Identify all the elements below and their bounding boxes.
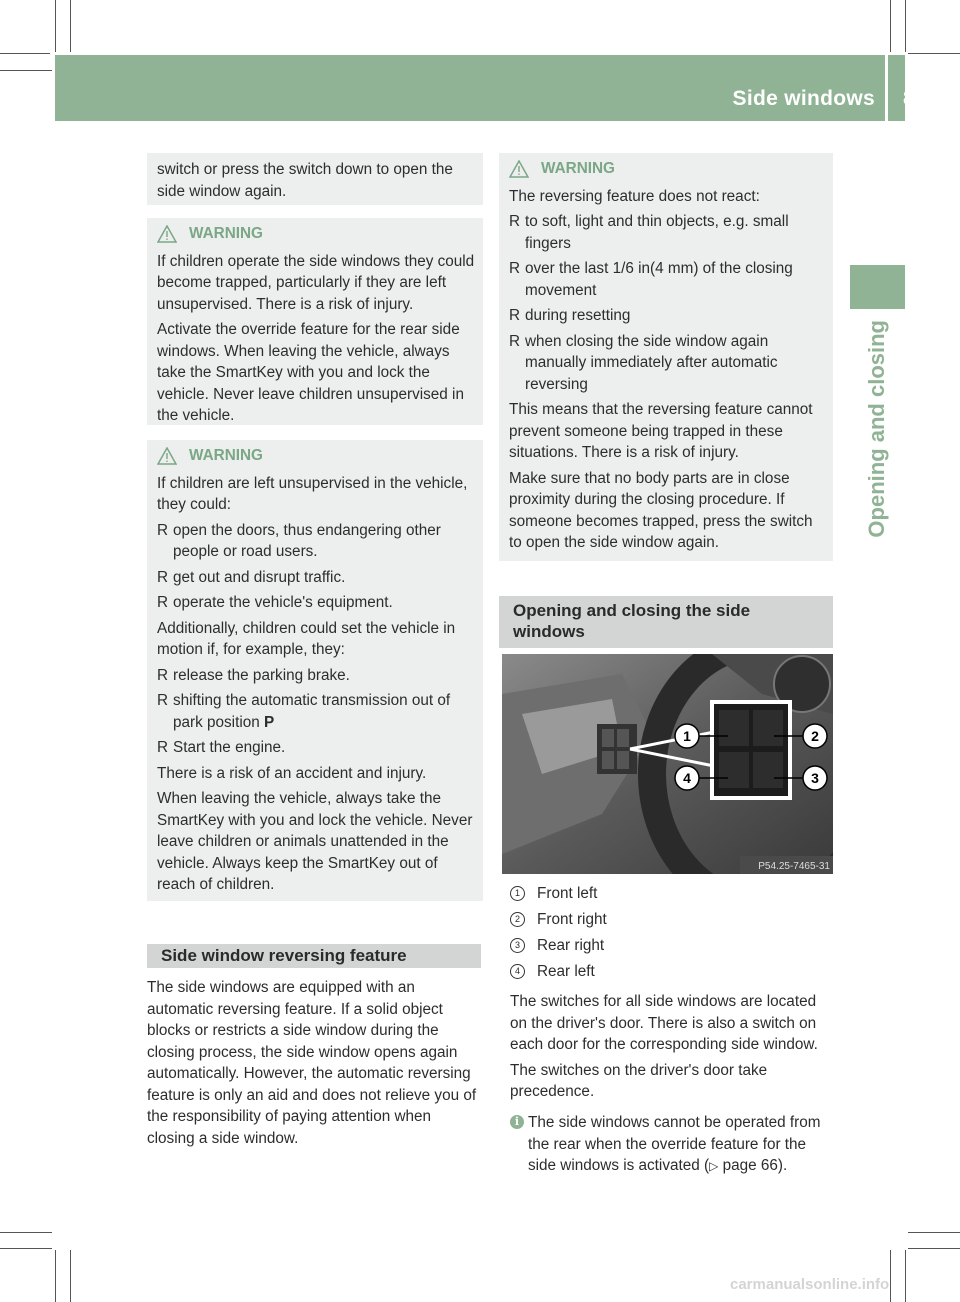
crop-mark [55, 0, 56, 52]
legend-item: 1 Front left [510, 883, 597, 905]
warning-box-1 [147, 218, 483, 425]
crop-mark [890, 1250, 891, 1302]
svg-text:3: 3 [811, 770, 819, 786]
list-item: R release the parking brake. [157, 666, 350, 684]
list-item: R Start the engine. [157, 739, 286, 756]
list-item: R shifting the automatic transmission out of park position P [157, 692, 451, 731]
legend-item: 2 Front right [510, 909, 607, 931]
door-panel-illustration [502, 654, 833, 874]
page-ref-link[interactable]: page 66). [718, 1157, 788, 1174]
header-divider [885, 55, 888, 121]
page-header [55, 55, 927, 121]
crop-mark [0, 1248, 52, 1249]
park-position-letter: P [263, 713, 275, 731]
page-title: Side windows [732, 87, 875, 110]
warning-triangle-icon [509, 160, 529, 178]
info-icon: i [510, 1115, 524, 1129]
warning-heading: WARNING [157, 223, 477, 245]
crop-mark [905, 1250, 906, 1302]
section-heading-opening: Opening and closing the side windows [499, 596, 833, 648]
list-item: R over the last 1/6 in(4 mm) of the closing movement [509, 260, 793, 299]
legend-item: 3 Rear right [510, 935, 604, 957]
warning-outro: Make sure that no body parts are in close proximity during the closing procedure. If someone becomes trapped, press the switch to open the side window again. [509, 469, 813, 551]
warning-triangle-icon [157, 225, 177, 243]
list-item: R get out and disrupt traffic. [157, 568, 346, 586]
svg-text:P54.25-7465-31: P54.25-7465-31 [758, 861, 830, 872]
crop-mark [55, 1250, 56, 1302]
crop-mark [908, 53, 960, 54]
intro-box [147, 153, 483, 205]
warning-heading: WARNING [509, 158, 827, 180]
warning-outro: There is a risk of an accident and injury. [157, 764, 427, 782]
crop-mark [70, 0, 71, 52]
list-item: R during resetting [509, 307, 631, 324]
svg-text:1: 1 [683, 728, 691, 744]
list-item: R open the doors, thus endangering other people or road users. [157, 521, 441, 560]
section-heading-reversing: Side window reversing feature [147, 944, 481, 968]
warning-outro: When leaving the vehicle, always take the SmartKey with you and lock the vehicle. Never leave children or animals unattended in the vehicle. Always keep the SmartKey out of reach of children. [157, 790, 473, 893]
opening-body: The switches for all side windows are located on the driver's door. There is also a switch on each door for the corresponding side window. The switches on the driver's door take precedence. [510, 993, 818, 1100]
crop-mark [70, 1250, 71, 1302]
watermark: carmanualsonline.info [730, 1276, 890, 1293]
warning-intro: The reversing feature does not react: [509, 187, 760, 205]
crop-mark [908, 1248, 960, 1249]
warning-outro: This means that the reversing feature cannot prevent someone being trapped in these situations. There is a risk of injury. [509, 401, 813, 461]
crop-mark [908, 1232, 960, 1233]
warning-paragraph: If children operate the side windows they could become trapped, particularly if they are left unsupervised. There is a risk of injury. [157, 252, 475, 313]
crop-mark [0, 53, 50, 54]
crop-mark [0, 70, 52, 71]
warning-intro: If children are left unsupervised in the vehicle, they could: [157, 474, 468, 513]
warning-triangle-icon [157, 447, 177, 465]
page-number: 89 [903, 87, 927, 110]
warning-middle: Additionally, children could set the vehicle in motion if, for example, they: [157, 619, 456, 658]
warning-box-3 [499, 153, 833, 561]
legend-item: 4 Rear left [510, 961, 595, 983]
intro-text: switch or press the switch down to open the side window again. [157, 161, 453, 200]
warning-paragraph: Activate the override feature for the rear side windows. When leaving the vehicle, always take the SmartKey with you and lock the vehicle. Never leave children unsupervised in the vehicle. [157, 321, 464, 424]
svg-text:4: 4 [683, 770, 691, 786]
page-ref-arrow-icon: ▷ [709, 1159, 719, 1173]
warning-heading: WARNING [157, 445, 477, 467]
window-switch-figure [502, 654, 833, 874]
crop-mark [905, 0, 906, 52]
info-note: i The side windows cannot be operated from the rear when the override feature for the side windows is activated (▷ page 66). [510, 1112, 836, 1178]
list-item: R to soft, light and thin objects, e.g. small fingers [509, 213, 789, 252]
crop-mark [0, 1232, 52, 1233]
crop-mark [890, 0, 891, 52]
reversing-body: The side windows are equipped with an automatic reversing feature. If a solid object blocks or restricts a side window during the closing process, the side window opens again automatically. However, the automatic reversing feature is only an aid and does not relieve you of the responsibility of paying attention when closing a side window. [147, 979, 477, 1147]
svg-text:2: 2 [811, 728, 819, 744]
warning-box-2 [147, 440, 483, 901]
chapter-tab [850, 265, 905, 309]
list-item: R operate the vehicle's equipment. [157, 594, 393, 611]
list-item: R when closing the side window again manually immediately after automatic reversing [509, 332, 778, 393]
